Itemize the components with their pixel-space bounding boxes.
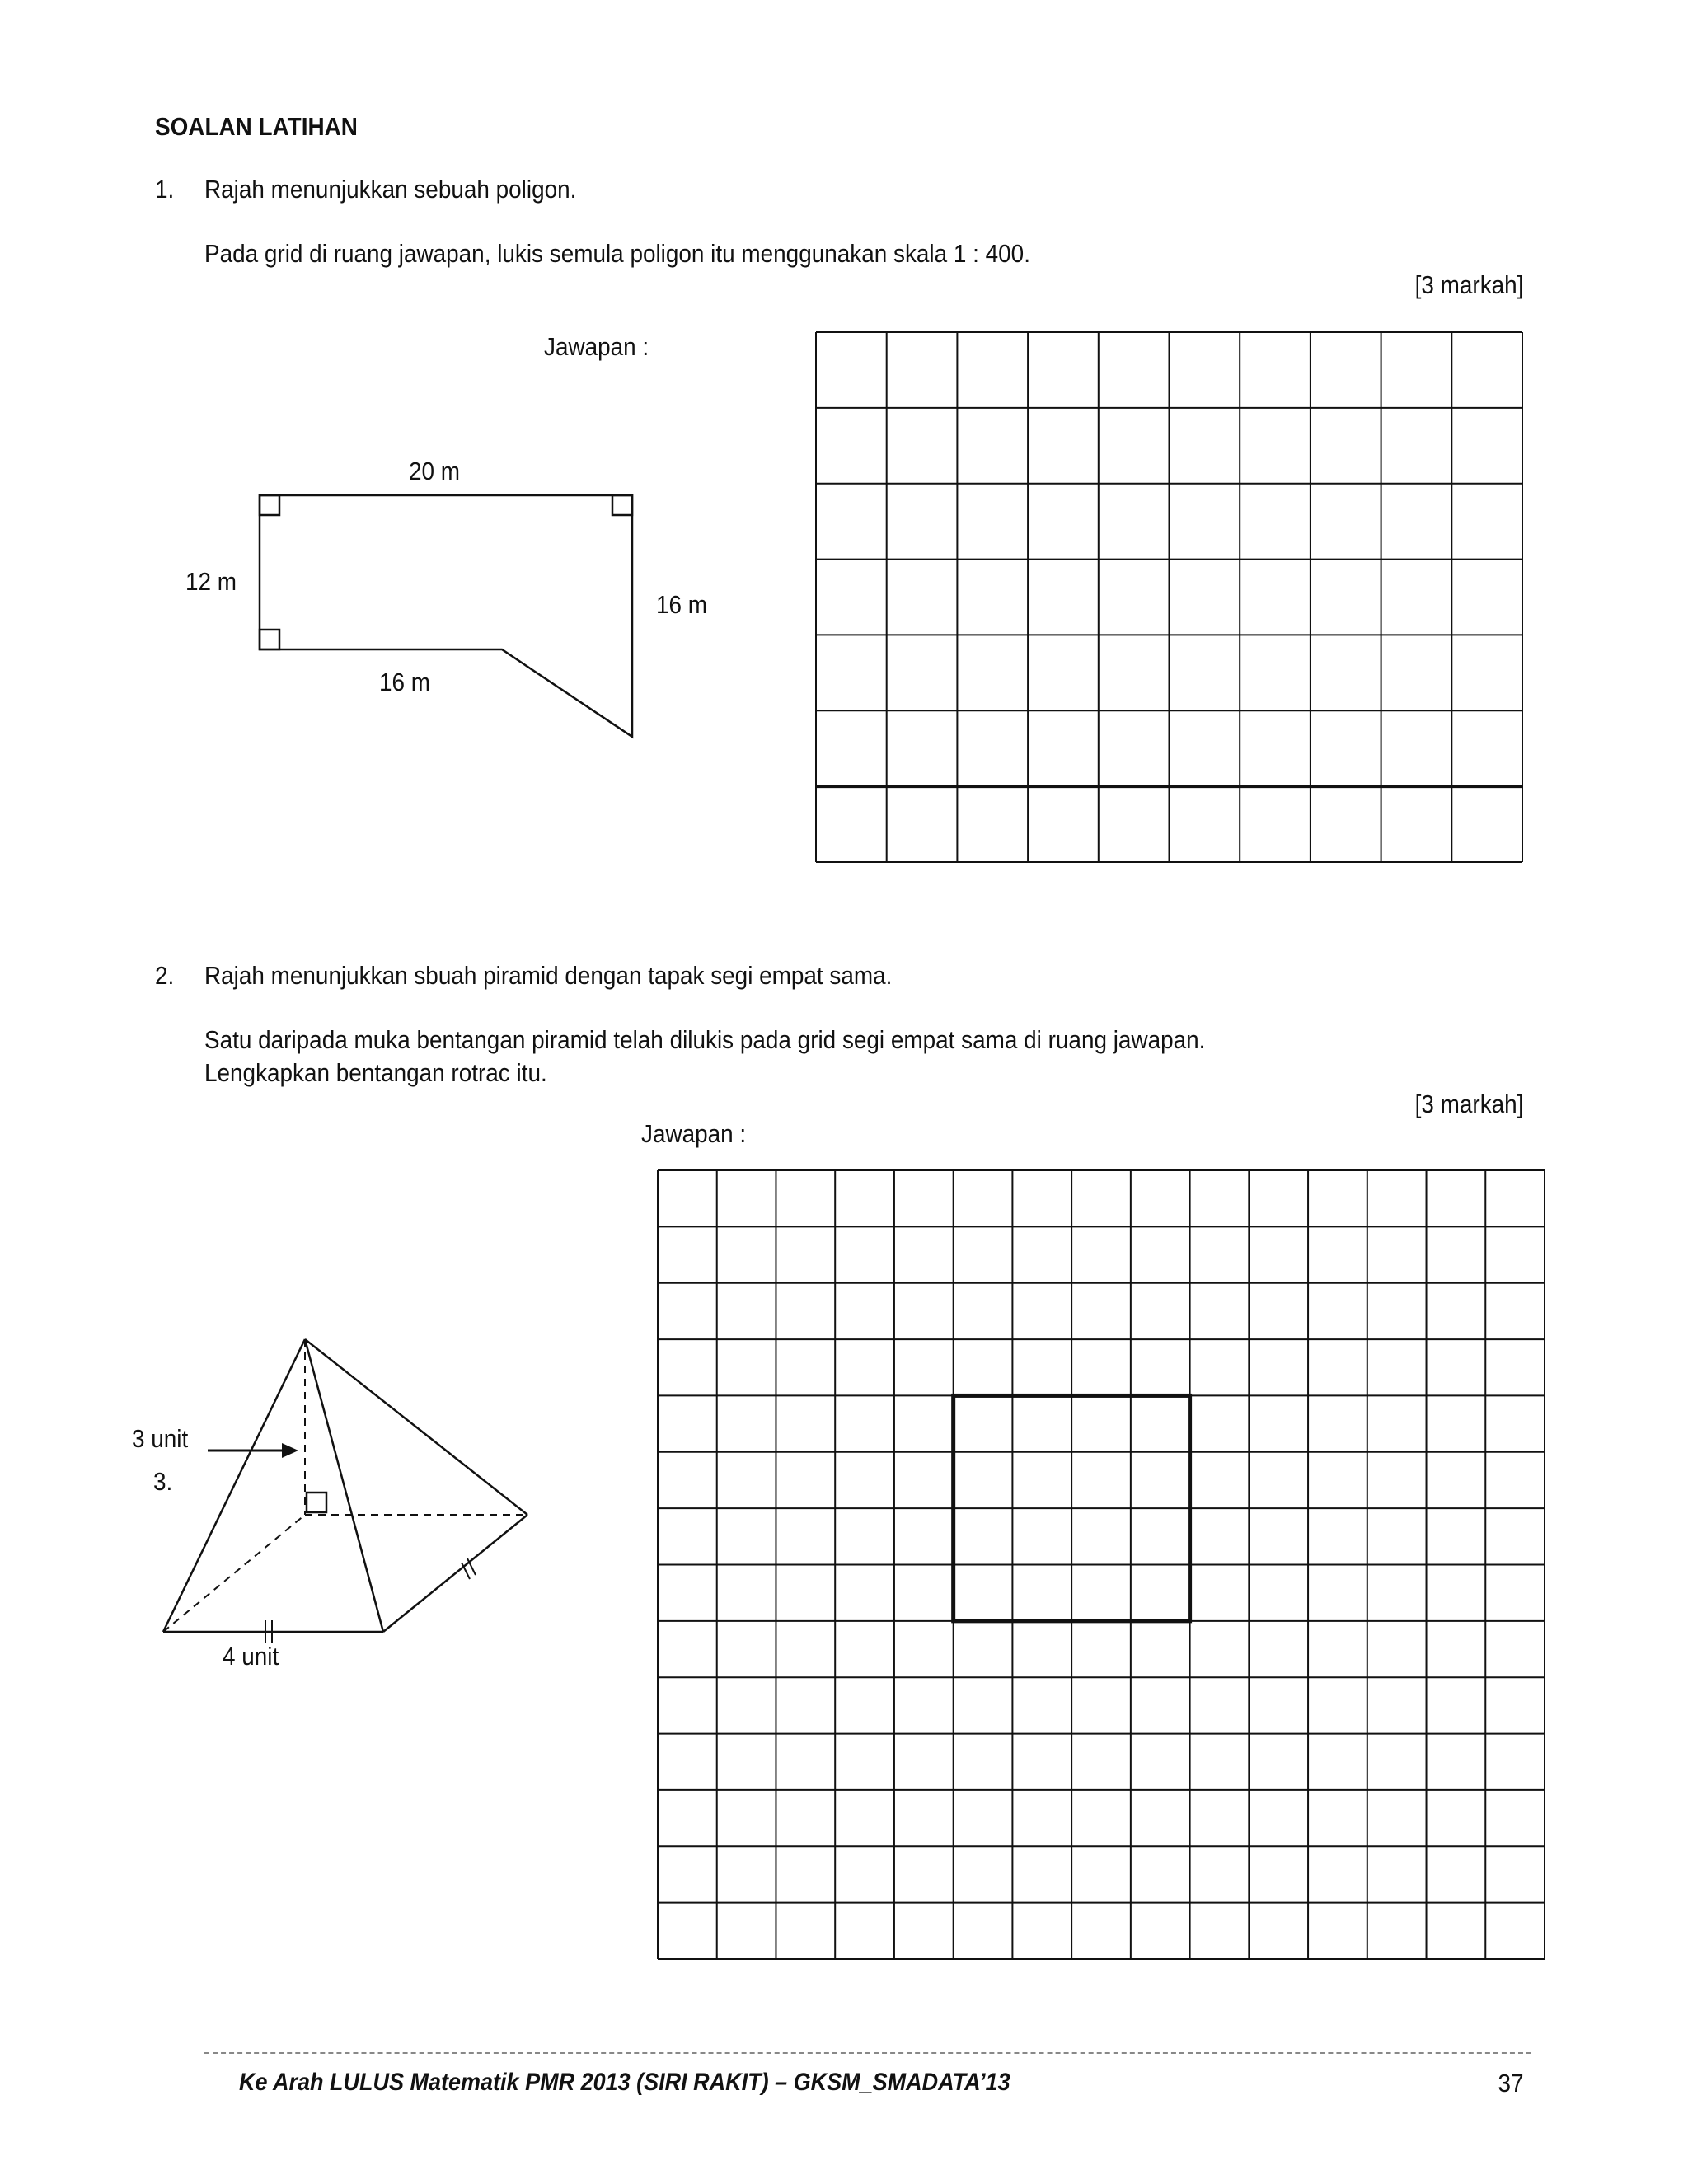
- q2-answer-grid: [658, 1170, 1545, 1959]
- q2-label-height: 3 unit: [132, 1424, 189, 1453]
- q1-label-bottom: 16 m: [379, 668, 431, 696]
- q2-marks: [3 markah]: [1414, 1090, 1523, 1118]
- q1-instruction: Pada grid di ruang jawapan, lukis semula poligon itu menggunakan skala 1 : 400.: [204, 239, 1030, 268]
- q2-text: Rajah menunjukkan sbuah piramid dengan tapak segi empat sama.: [204, 961, 893, 990]
- page-number: 37: [1497, 2069, 1523, 2097]
- q1-answer-grid: [816, 332, 1522, 862]
- footer-title: Ke Arah LULUS Matematik PMR 2013 (SIRI RAKIT) – GKSM_SMADATA’13: [239, 2069, 1010, 2096]
- q2-instruction-2: Lengkapkan bentangan rotrac itu.: [204, 1058, 547, 1087]
- q1-label-top: 20 m: [409, 457, 461, 485]
- q1-number: 1.: [155, 175, 175, 204]
- q2-number: 2.: [155, 961, 175, 990]
- q2-label-stray: 3.: [153, 1467, 173, 1496]
- footer-divider: [204, 2052, 1531, 2054]
- q1-answer-label: Jawapan :: [544, 332, 649, 361]
- q1-label-right: 16 m: [656, 590, 708, 619]
- q1-marks: [3 markah]: [1414, 270, 1523, 299]
- q1-text: Rajah menunjukkan sebuah poligon.: [204, 175, 577, 204]
- q2-instruction-1: Satu daripada muka bentangan piramid telah dilukis pada grid segi empat sama di ruang jawapan.: [204, 1025, 1206, 1054]
- q2-label-base: 4 unit: [223, 1642, 279, 1671]
- q2-pyramid: [163, 1339, 528, 1643]
- q1-label-left: 12 m: [185, 567, 237, 596]
- q2-answer-label: Jawapan :: [641, 1119, 747, 1148]
- section-heading: SOALAN LATIHAN: [155, 112, 358, 141]
- q1-polygon: [260, 495, 632, 737]
